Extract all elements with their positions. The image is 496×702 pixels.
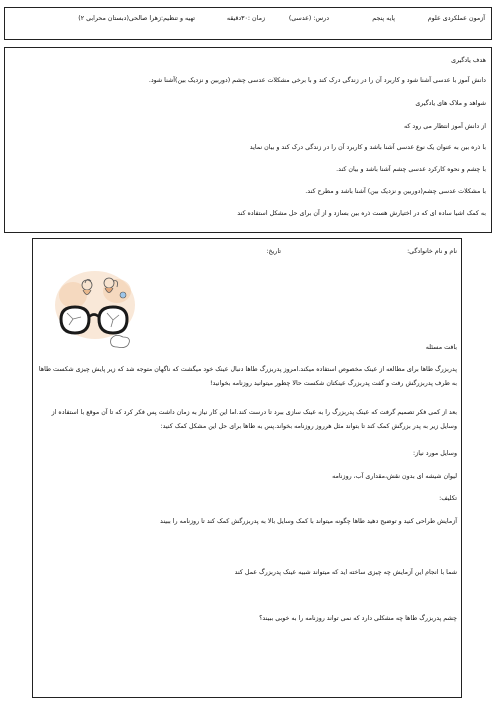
name-field-label: نام و نام خانوادگی: xyxy=(407,248,457,255)
materials-heading: وسایل مورد نیاز: xyxy=(413,450,457,457)
materials-text: لیوان شیشه ای بدون نقش،مقداری آب، روزنامه xyxy=(332,473,457,480)
context-heading: بافت مسئله xyxy=(425,344,457,351)
task-heading: تکلیف: xyxy=(439,495,457,502)
objective-item: با ذره بین به عنوان یک نوع عدسی آشنا باشد و کاربرد آن را در زندگی درک کند و بیان نماید xyxy=(249,144,486,151)
expectation-intro: از دانش آموز انتظار می رود که xyxy=(404,123,486,130)
time-label: زمان :۳۰دقیقه xyxy=(226,15,265,22)
goal-heading: هدف یادگیری xyxy=(451,57,486,64)
criteria-heading: شواهد و ملاک های یادگیری xyxy=(415,100,486,107)
broken-glasses-illustration xyxy=(53,267,137,353)
task-question-2: شما با انجام این آزمایش چه چیزی ساخته اید که میتواند شبیه عینک پدربزرگ عمل کند xyxy=(234,569,457,576)
broken-glasses-icon xyxy=(53,267,137,353)
task-question-3: چشم پدربزرگ طاها چه مشکلی دارد که نمی تواند روزنامه را به خوبی ببیند؟ xyxy=(259,615,457,622)
exam-title: آزمون عملکردی علوم xyxy=(427,15,485,22)
task-question-1: آزمایش طراحی کنید و توضیح دهید طاها چگونه میتواند با کمک وسایل بالا به پدربزرگش کمک کند تا روزنامه را ببیند xyxy=(160,518,457,525)
objective-item: به کمک اشیا ساده ای که در اختیارش هست ذره بین بسازد و از آن برای حل مشکل استفاده کند xyxy=(237,210,486,217)
date-field-label: تاریخ: xyxy=(266,248,281,255)
objectives-box xyxy=(4,47,492,233)
story-paragraph-2: بعد از کمی فکر تصمیم گرفت که عینک پدربزرگ را به عینک سازی ببرد تا درست کند.اما این کار نیاز به زمان داشت پس فکر کرد که تا آن موقع با استفاده از وسایل زیر به پدر بزرگش کمک کند تا بتواند مثل هرروز روزنامه بخواند.پس به طاها برای حل این مشکل کمک کنید: xyxy=(51,409,457,430)
grade-label: پایه پنجم xyxy=(372,15,395,22)
author-label: تهیه و تنظیم:زهرا صالحی(دبستان محرابی ۲) xyxy=(78,15,195,22)
goal-text: دانش آموز با عدسی آشنا شود و کاربرد آن را در زندگی درک کند و با برخی مشکلات عدسی چشم (دوربین و نزدیک بین)آشنا شود. xyxy=(148,77,486,84)
objective-item: با چشم و نحوه کارکرد عدسی چشم آشنا باشد و بیان کند. xyxy=(336,166,486,173)
objective-item: با مشکلات عدسی چشم(دوربین و نزدیک بین) آشنا باشد و مطرح کند. xyxy=(305,188,486,195)
worksheet-box xyxy=(32,238,462,698)
lesson-label: درس: (عدسی) xyxy=(288,15,329,22)
story-paragraph-1: پدربزرگ طاها برای مطالعه از عینک مخصوص استفاده میکند.امروز پدربزرگ طاها دنبال عینک خود میگشت که ناگهان متوجه شد که زیر پایش چیزی شکست طاها به طرف پدربزرگش رفت و گفت پدربزرگ عینکتان شکست حالا چطور میتوانید روزنامه بخوانید! xyxy=(38,366,457,387)
header-box xyxy=(4,7,492,40)
